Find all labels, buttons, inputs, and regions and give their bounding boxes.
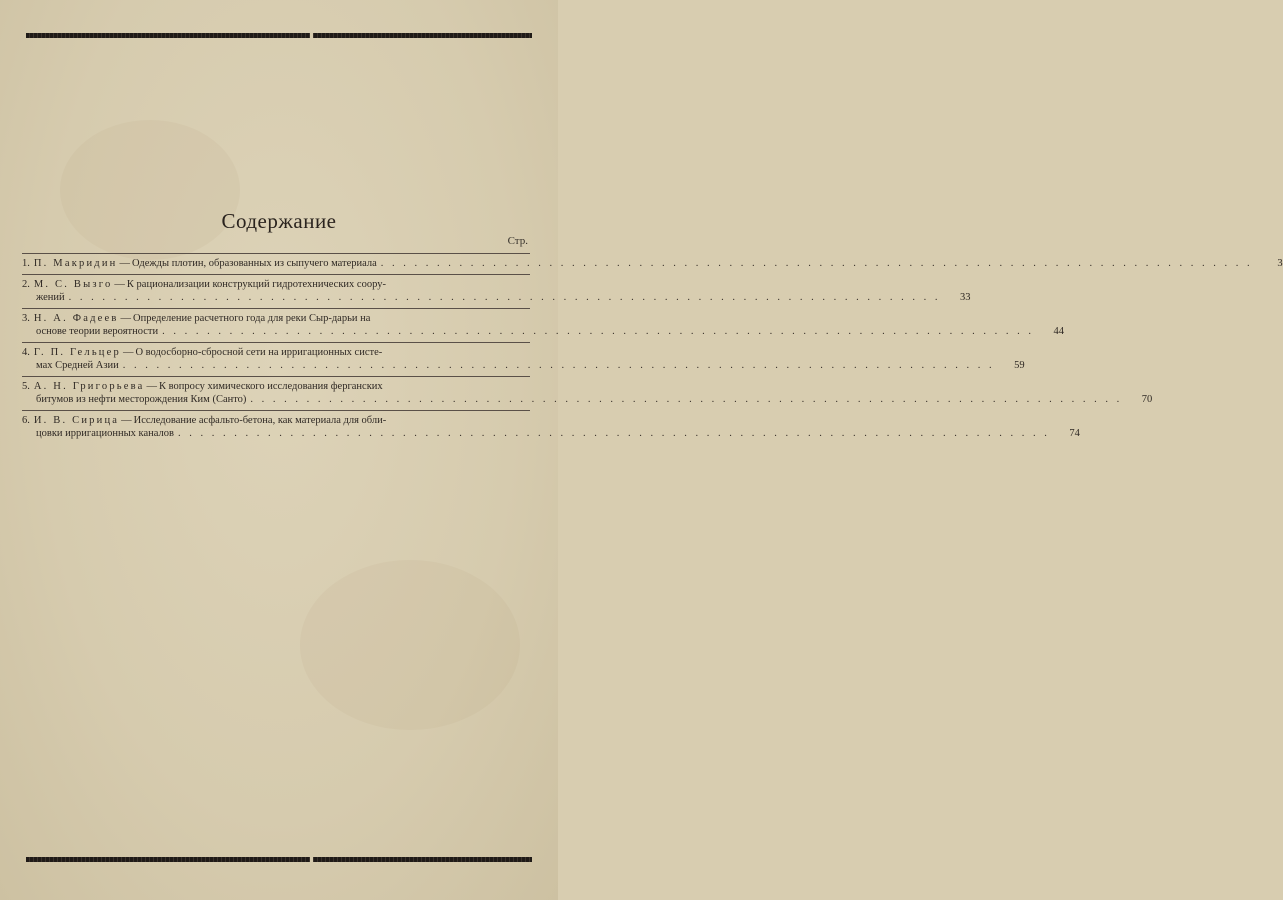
- toc-entry: [22, 410, 1080, 444]
- entry-title: К рационализации конструкций гидротехнических соору-: [126, 279, 386, 290]
- entry-title: Одежды плотин, образованных из сыпучего материала: [131, 258, 377, 269]
- entry-number: 1.: [22, 258, 30, 269]
- toc-entry-line: [22, 414, 530, 427]
- entry-dash: —: [146, 381, 157, 392]
- entry-dash: —: [120, 313, 132, 324]
- page-title: Содержание: [221, 209, 337, 233]
- page-column-label: Стр.: [507, 235, 528, 247]
- entry-author: Н. А. Фадеев: [33, 313, 119, 324]
- entry-number: 6.: [22, 415, 30, 426]
- toc-entry-line: [22, 393, 1153, 406]
- toc-entry-line: [22, 312, 530, 325]
- leader-dots: [381, 257, 1253, 270]
- entry-page-number: 70: [1141, 394, 1153, 405]
- bottom-decorative-rule: [26, 857, 532, 862]
- entry-title: Исследование асфальто-бетона, как материала для обли-: [133, 415, 387, 426]
- entry-number: 5.: [22, 381, 30, 392]
- toc-entry: [22, 274, 971, 308]
- leader-dots: [162, 325, 1034, 338]
- paper-stain: [300, 560, 520, 730]
- entry-title-continued: мах Средней Азии: [36, 360, 119, 371]
- leader-dots: [178, 427, 1050, 440]
- toc-entry-line: [22, 257, 1283, 270]
- toc-entry-line: [22, 359, 1025, 372]
- toc-entry-line: [22, 325, 1064, 338]
- entry-dash: —: [121, 415, 132, 426]
- entry-page-number: 33: [960, 292, 971, 303]
- paper-stain: [60, 120, 240, 260]
- entry-page-number: 44: [1053, 326, 1064, 337]
- entry-title: О водосборно-сбросной сети на ирригационных систе-: [135, 347, 383, 358]
- toc-entry-line: [22, 278, 530, 291]
- toc-entry: [22, 376, 1153, 410]
- entry-title: К вопросу химического исследования ферганских: [159, 381, 383, 392]
- entry-title-continued: цовки ирригационных каналов: [36, 428, 174, 439]
- entry-number: 3.: [22, 313, 30, 324]
- entry-number: 2.: [22, 279, 30, 290]
- toc-entry-line: [22, 380, 530, 393]
- entry-dash: —: [114, 279, 125, 290]
- toc-entry-line: [22, 427, 1080, 440]
- entry-title: Определение расчетного года для реки Сыр-дарьи на: [133, 313, 371, 324]
- entry-title-continued: жений: [36, 292, 65, 303]
- entry-dash: —: [119, 258, 130, 269]
- entry-number: 4.: [22, 347, 30, 358]
- entry-author: М. С. Вызго: [33, 279, 113, 290]
- leader-dots: [123, 359, 995, 372]
- entry-page-number: 3: [1277, 258, 1283, 269]
- leader-dots: [69, 291, 941, 304]
- entry-title-continued: основе теории вероятности: [36, 326, 159, 337]
- entry-title-continued: битумов из нефти месторождения Ким (Санто): [36, 394, 247, 405]
- table-of-contents: [22, 253, 1283, 444]
- entry-author: А. Н. Григорьева: [33, 381, 145, 392]
- toc-entry-line: [22, 291, 971, 304]
- entry-page-number: 59: [1014, 360, 1025, 371]
- entry-author: П. Макридин: [33, 258, 118, 269]
- entry-page-number: 74: [1069, 428, 1080, 439]
- toc-entry: [22, 253, 1283, 274]
- toc-entry-line: [22, 346, 530, 359]
- entry-dash: —: [122, 347, 134, 358]
- leader-dots: [250, 393, 1122, 406]
- toc-entry: [22, 342, 1025, 376]
- entry-author: Г. П. Гельцер: [33, 347, 121, 358]
- entry-author: И. В. Сирица: [33, 415, 120, 426]
- toc-entry: [22, 308, 1064, 342]
- top-decorative-rule: [26, 33, 532, 38]
